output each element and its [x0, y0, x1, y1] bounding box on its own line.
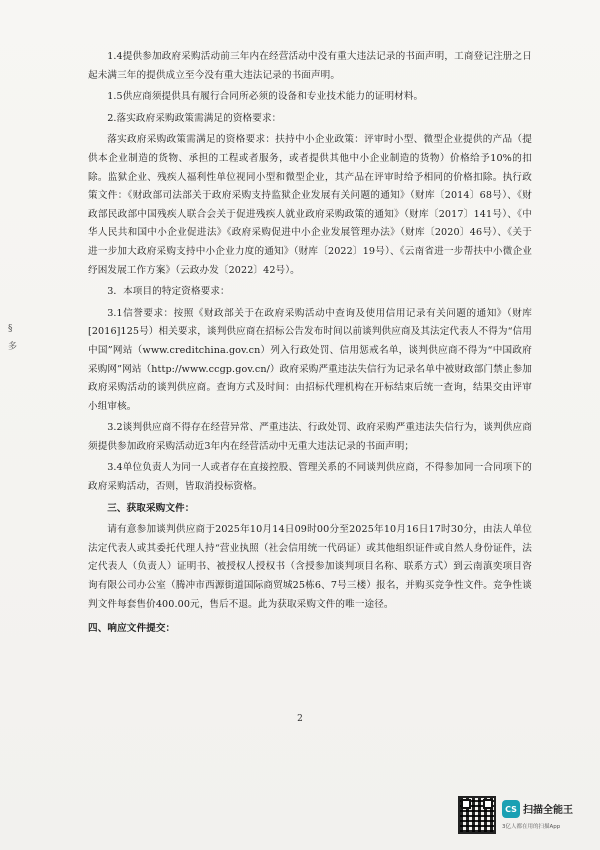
document-body: [88, 48, 532, 639]
paragraph: 3.1信誉要求：按照《财政部关于在政府采购活动中查询及使用信用记录有关问题的通知》（财库[2016]125号）相关要求，谈判供应商在招标公告发布时间以前谈判供应商及其法定代表人不得为“信用中国”网站（www.creditchina.gov.cn）列入行政处罚、信用惩戒名单，谈判供应商不得为“中国政府采购网”网站（http://www.ccgp.gov.cn/）政府采购严重违法失信行为记录名单中被财政部门禁止参加政府采购活动的谈判供应商。查询方式及时间：由招标代理机构在开标结束后统一查询，结果交由评审小组审核。: [88, 307, 532, 412]
qr-code-icon: [458, 796, 496, 834]
margin-mark: §: [8, 324, 13, 334]
paragraph: 1.5供应商须提供具有履行合同所必须的设备和专业技术能力的证明材料。: [107, 91, 424, 103]
paragraph: 请有意参加谈判供应商于2025年10月14日09时00分至2025年10月16日17时30分，由法人单位法定代表人或其委托代理人持“营业执照（社会信用统一代码证）或其他组织证件或自然人身份证件，法定代表人（负责人）证明书、被授权人授权书（含授参加谈判项目名称、联系方式）到云南滇奕项目咨询有限公司办公室（腾冲市西源街道国际商贸城25栋6、7号三楼）报名，并购买竞争性文件。竞争性谈判文件每套售价400.00元，售后不退。此为获取采购文件的唯一途径。: [88, 524, 532, 610]
margin-marks: [8, 320, 17, 356]
page-number: 2: [297, 714, 303, 724]
section-heading: 三、获取采购文件：: [107, 502, 195, 514]
paragraph: 1.4提供参加政府采购活动前三年内在经营活动中没有重大违法记录的书面声明，工商登记注册之日起未满三年的提供成立至今没有重大违法记录的书面声明。: [88, 51, 532, 81]
section-heading: 四、响应文件提交：: [88, 623, 176, 635]
scanner-watermark: [458, 796, 588, 840]
scanner-tagline: 3亿人都在用的扫描App: [502, 824, 561, 830]
paragraph: 2.落实政府采购政策需满足的资格要求：: [107, 112, 282, 124]
paragraph: 落实政府采购政策需满足的资格要求：扶持中小企业政策：评审时小型、微型企业提供的产品（提供本企业制造的货物、承担的工程或者服务，或者提供其他中小企业制造的货物）价格给予10%的扣除。监狱企业、残疾人福利性单位视同小型和微型企业，其产品在评审时给予相同的价格扣除。执行政策文件：《财政部司法部关于政府采购支持监狱企业发展有关问题的通知》（财库〔2014〕68号）、《财政部民政部中国残疾人联合会关于促进残疾人就业政府采购政策的通知》（财库〔2017〕141号）、《中华人民共和国中小企业促进法》《政府采购促进中小企业发展管理办法》（财库〔2020〕46号）、《关于进一步加大政府采购支持中小企业力度的通知》（财库〔2022〕19号）、《云南省进一步帮扶中小微企业纾困发展工作方案》（云政办发〔2022〕42号）。: [88, 134, 532, 276]
margin-mark: 多: [8, 342, 18, 352]
paragraph: 3.2谈判供应商不得存在经营异常、严重违法、行政处罚、政府采购严重违法失信行为，谈判供应商须提供参加政府采购活动近3年内在经营活动中无重大违法记录的书面声明；: [88, 422, 532, 452]
scanner-app-name: 扫描全能王: [523, 805, 573, 816]
paragraph: 3.4单位负责人为同一人或者存在直接控股、管理关系的不同谈判供应商，不得参加同一合同项下的政府采购活动，否则，皆取消投标资格。: [88, 462, 532, 493]
camscanner-logo-icon: CS: [502, 800, 520, 818]
paragraph: 3．本项目的特定资格要求：: [107, 286, 230, 298]
